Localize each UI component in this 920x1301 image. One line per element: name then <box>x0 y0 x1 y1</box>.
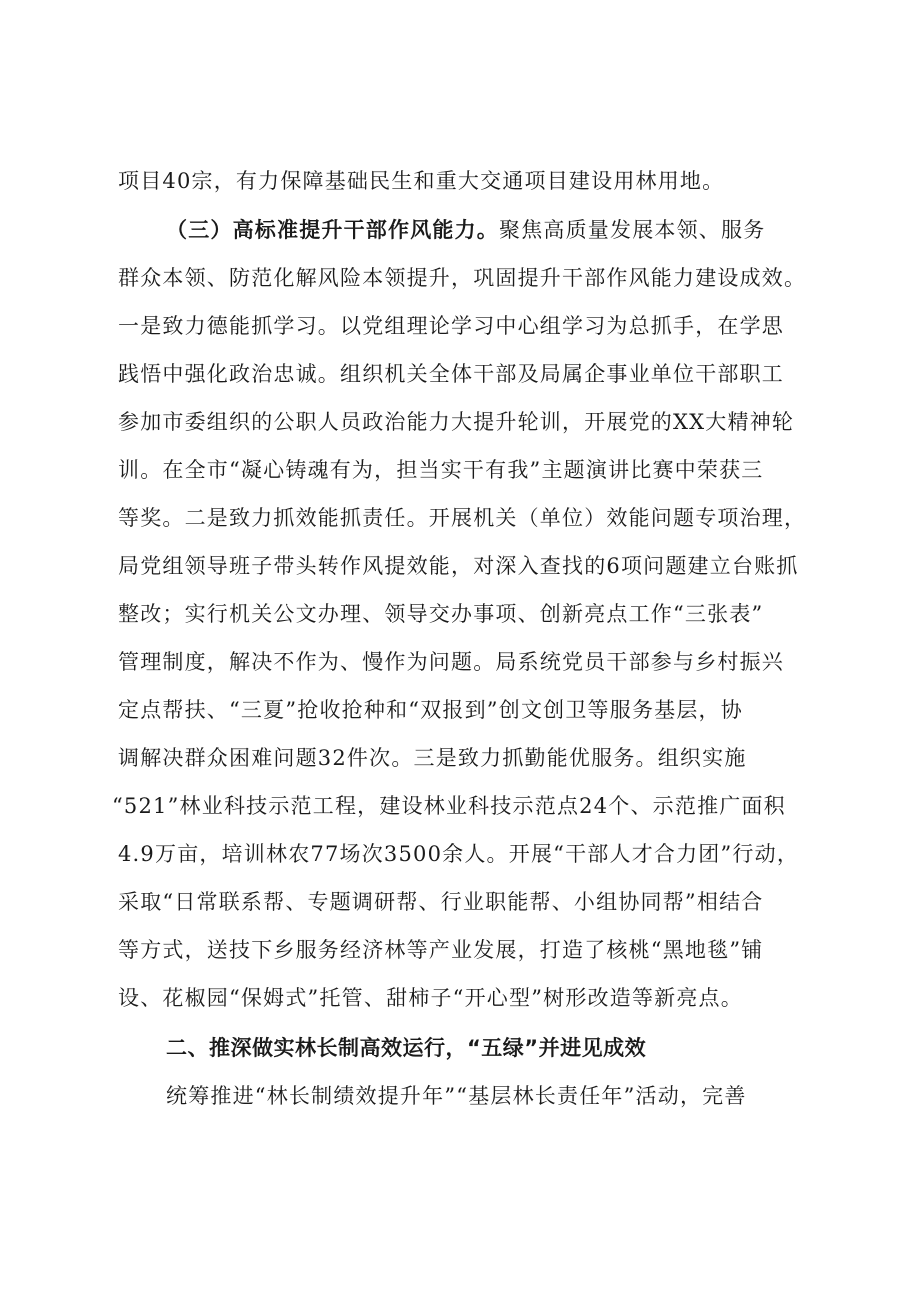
paragraph-line: 定点帮扶、“三夏”抢收抢种和“双报到”创文创卫等服务基层，协 <box>118 698 743 722</box>
paragraph-line: 等方式，送技下乡服务经济林等产业发展，打造了核桃“黑地毯”铺 <box>118 938 764 962</box>
paragraph-line <box>0 215 920 245</box>
paragraph-line: 4.9万亩，培训林农77场次3500余人。开展“干部人才合力团”行动， <box>118 842 800 866</box>
paragraph-line: 管理制度，解决不作为、慢作为问题。局系统党员干部参与乡村振兴 <box>118 650 784 674</box>
paragraph-line: 参加市委组织的公职人员政治能力大提升轮训，开展党的XX大精神轮 <box>118 410 795 434</box>
subsection-heading: （三）高标准提升干部作风能力。 <box>166 218 499 242</box>
paragraph-lead-text: 聚焦高质量发展本领、服务 <box>499 218 766 242</box>
paragraph-line: 等奖。二是致力抓效能抓责任。开展机关（单位）效能问题专项治理， <box>118 506 807 530</box>
paragraph-line: 群众本领、防范化解风险本领提升，巩固提升干部作风能力建设成效。 <box>118 266 807 290</box>
paragraph-line: 整改；实行机关公文办理、领导交办事项、创新亮点工作“三张表” <box>118 602 764 626</box>
section-heading: 二、推深做实林长制高效运行，“五绿”并进见成效 <box>166 1036 647 1060</box>
paragraph-line: 践悟中强化政治忠诚。组织机关全体干部及局属企事业单位干部职工 <box>118 362 784 386</box>
paragraph-line: 设、花椒园“保姆式”托管、甜柿子“开心型”树形改造等新亮点。 <box>118 986 743 1010</box>
paragraph-line: 采取“日常联系帮、专题调研帮、行业职能帮、小组协同帮”相结合 <box>118 890 764 914</box>
paragraph-line: 训。在全市“凝心铸魂有为，担当实干有我”主题演讲比赛中荣获三 <box>118 458 764 482</box>
paragraph-line: 局党组领导班子带头转作风提效能，对深入查找的6项问题建立台账抓 <box>118 554 799 578</box>
paragraph-line: 统筹推进“林长制绩效提升年”“基层林长责任年”活动，完善 <box>166 1084 747 1108</box>
paragraph-line: 调解决群众困难问题32件次。三是致力抓勤能优服务。组织实施 <box>118 746 747 770</box>
paragraph-line: “521”林业科技示范工程，建设林业科技示范点24个、示范推广面积 <box>112 794 786 818</box>
paragraph-line: 一是致力德能抓学习。以党组理论学习中心组学习为总抓手，在学思 <box>118 314 784 338</box>
paragraph-line: 项目40宗，有力保障基础民生和重大交通项目建设用林用地。 <box>118 169 725 193</box>
